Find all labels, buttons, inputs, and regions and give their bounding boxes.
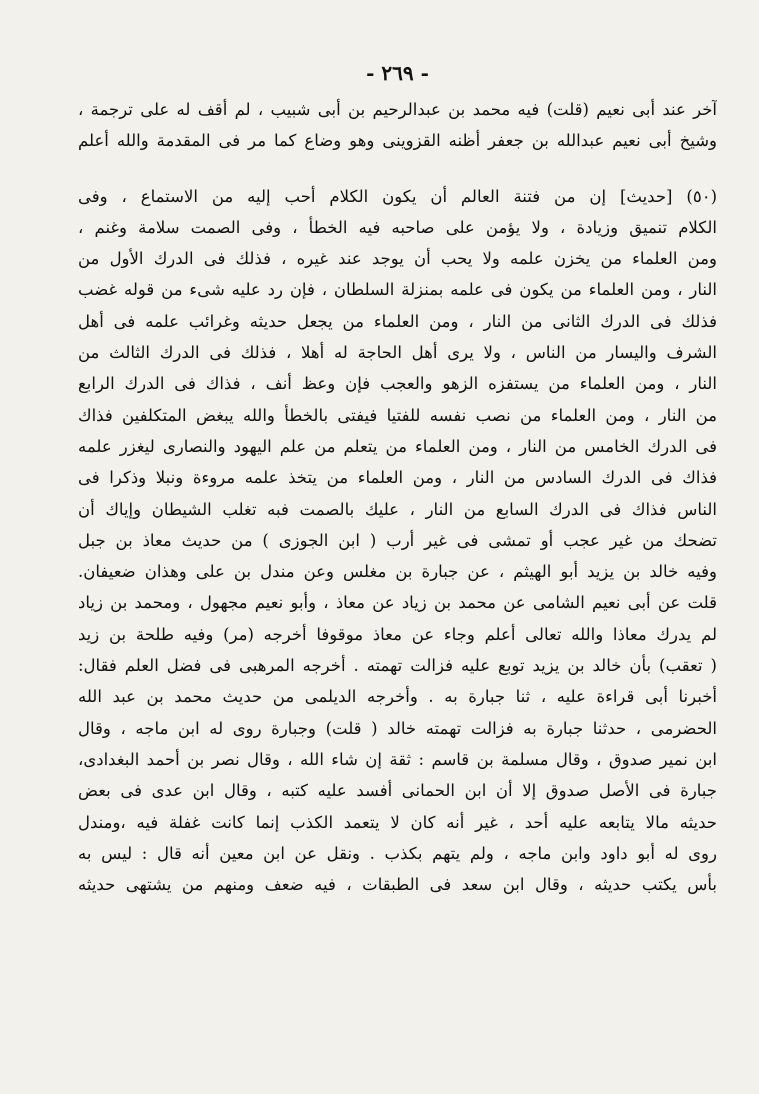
body-line: (٥٠) [حديث] إن من فتنة العالم أن يكون الكلام أحب إليه من الاستماع ، وفى <box>78 186 717 206</box>
body-line: فذلك فى الدرك الثانى من النار ، ومن العلماء من يجعل حديثه وغرائب علمه فى أهل <box>78 311 717 331</box>
body-line: الشرف واليسار من الناس ، ولا يرى أهل الحاجة له أهلا ، فذلك فى الدرك الثالث من <box>78 343 717 363</box>
body-line: ( تعقب) بأن خالد بن يزيد توبع عليه فزالت تهمته . أخرجه المرهبى فى فضل العلم فقال: <box>78 656 717 676</box>
body-line: الناس فذاك فى الدرك السابع من النار ، عليك بالصمت فبه تغلب الشيطان وإياك أن <box>78 499 717 519</box>
body-line: من النار ، ومن العلماء من نصب نفسه للفتيا فيفتى بالخطأ والله يبغض المتكلفين فذاك <box>78 405 717 425</box>
hadith-entry-50 <box>78 181 717 901</box>
body-line: أخبرنا أبى قراءة عليه ، ثنا جبارة به . وأخرجه الديلمى من حديث محمد بن عبد الله <box>78 687 717 707</box>
body-line: فذاك فى الدرك السادس من النار ، ومن العلماء من يتخذ علمه مروءة ونبلا وذكرا فى <box>78 468 717 488</box>
page-number: - ٢٦٩ - <box>366 61 429 85</box>
body-line: قلت عن أبى نعيم الشامى عن محمد بن زياد عن معاذ ، وأبو نعيم مجهول ، ومحمد بن زياد <box>78 593 717 613</box>
body-line: جبارة فى الأصل صدوق إلا أن ابن الحمانى أفسد عليه كتبه ، وقال ابن عدى فى بعض <box>78 781 717 801</box>
note-line: آخر عند أبى نعيم (قلت) فيه محمد بن عبدالرحيم بن أبى شبيب ، لم أقف له على ترجمة ، <box>78 100 717 119</box>
body-line: الكلام تنميق وزيادة ، ولا يؤمن على صاحبه فيه الخطأ ، وفى الصمت سلامة وغنم ، <box>78 217 717 237</box>
body-line: ابن نمير صدوق ، وقال مسلمة بن قاسم : ثقة إن شاء الله ، وقال نصر بن أحمد البغدادى، <box>78 749 717 769</box>
body-line: ومن العلماء من يخزن علمه ولا يحب أن يوجد عند غيره ، فذلك فى الدرك الأول من <box>78 249 717 269</box>
body-line: فى الدرك الخامس من النار ، ومن العلماء من يتعلم من علم اليهود والنصارى ليغزر علمه <box>78 436 717 456</box>
body-line: بأس يكتب حديثه ، وقال ابن سعد فى الطبقات ، فيه ضعف ومنهم من يشتهى حديثه <box>78 875 717 895</box>
body-line: حديثه مالا يتابعه عليه أحد ، غير أنه كان لا يتعمد الكذب إنما كانت غفلة فيه ،ومندل <box>78 812 717 832</box>
body-line: لم يدرك معاذا والله تعالى أعلم وجاء عن معاذ موقوفا أخرجه (مر) وفيه طلحة بن زيد <box>78 624 717 644</box>
preceding-note <box>78 94 717 157</box>
body-line: وفيه خالد بن يزيد أبو الهيثم ، عن جبارة بن مغلس وعن مندل بن على وهذان ضعيفان. <box>78 562 717 582</box>
body-line: النار ، ومن العلماء من يكون فى علمه بمنزلة السلطان ، فإن رد عليه شىء من قوله غضب <box>78 280 717 300</box>
paragraph-gap <box>78 157 717 181</box>
body-line: تضحك من غير عجب أو تمشى فى غير أرب ( ابن الجوزى ) من حديث معاذ بن جبل <box>78 530 717 550</box>
body-line: النار ، ومن العلماء من يستفزه الزهو والعجب فإن وعظ أنف ، فذاك فى الدرك الرابع <box>78 374 717 394</box>
body-line: روى له أبو داود وابن ماجه ، ولم يتهم بكذب . ونقل عن ابن معين أنه قال : ليس به <box>78 843 717 863</box>
body-line: الحضرمى ، حدثنا جبارة به فزالت تهمته خالد ( قلت) وجبارة روى له ابن ماجه ، وقال <box>78 718 717 738</box>
note-line: وشيخ أبى نعيم عبدالله بن جعفر أظنه القزوينى وهو وضاع كما مر فى المقدمة والله أعلم <box>78 131 717 151</box>
